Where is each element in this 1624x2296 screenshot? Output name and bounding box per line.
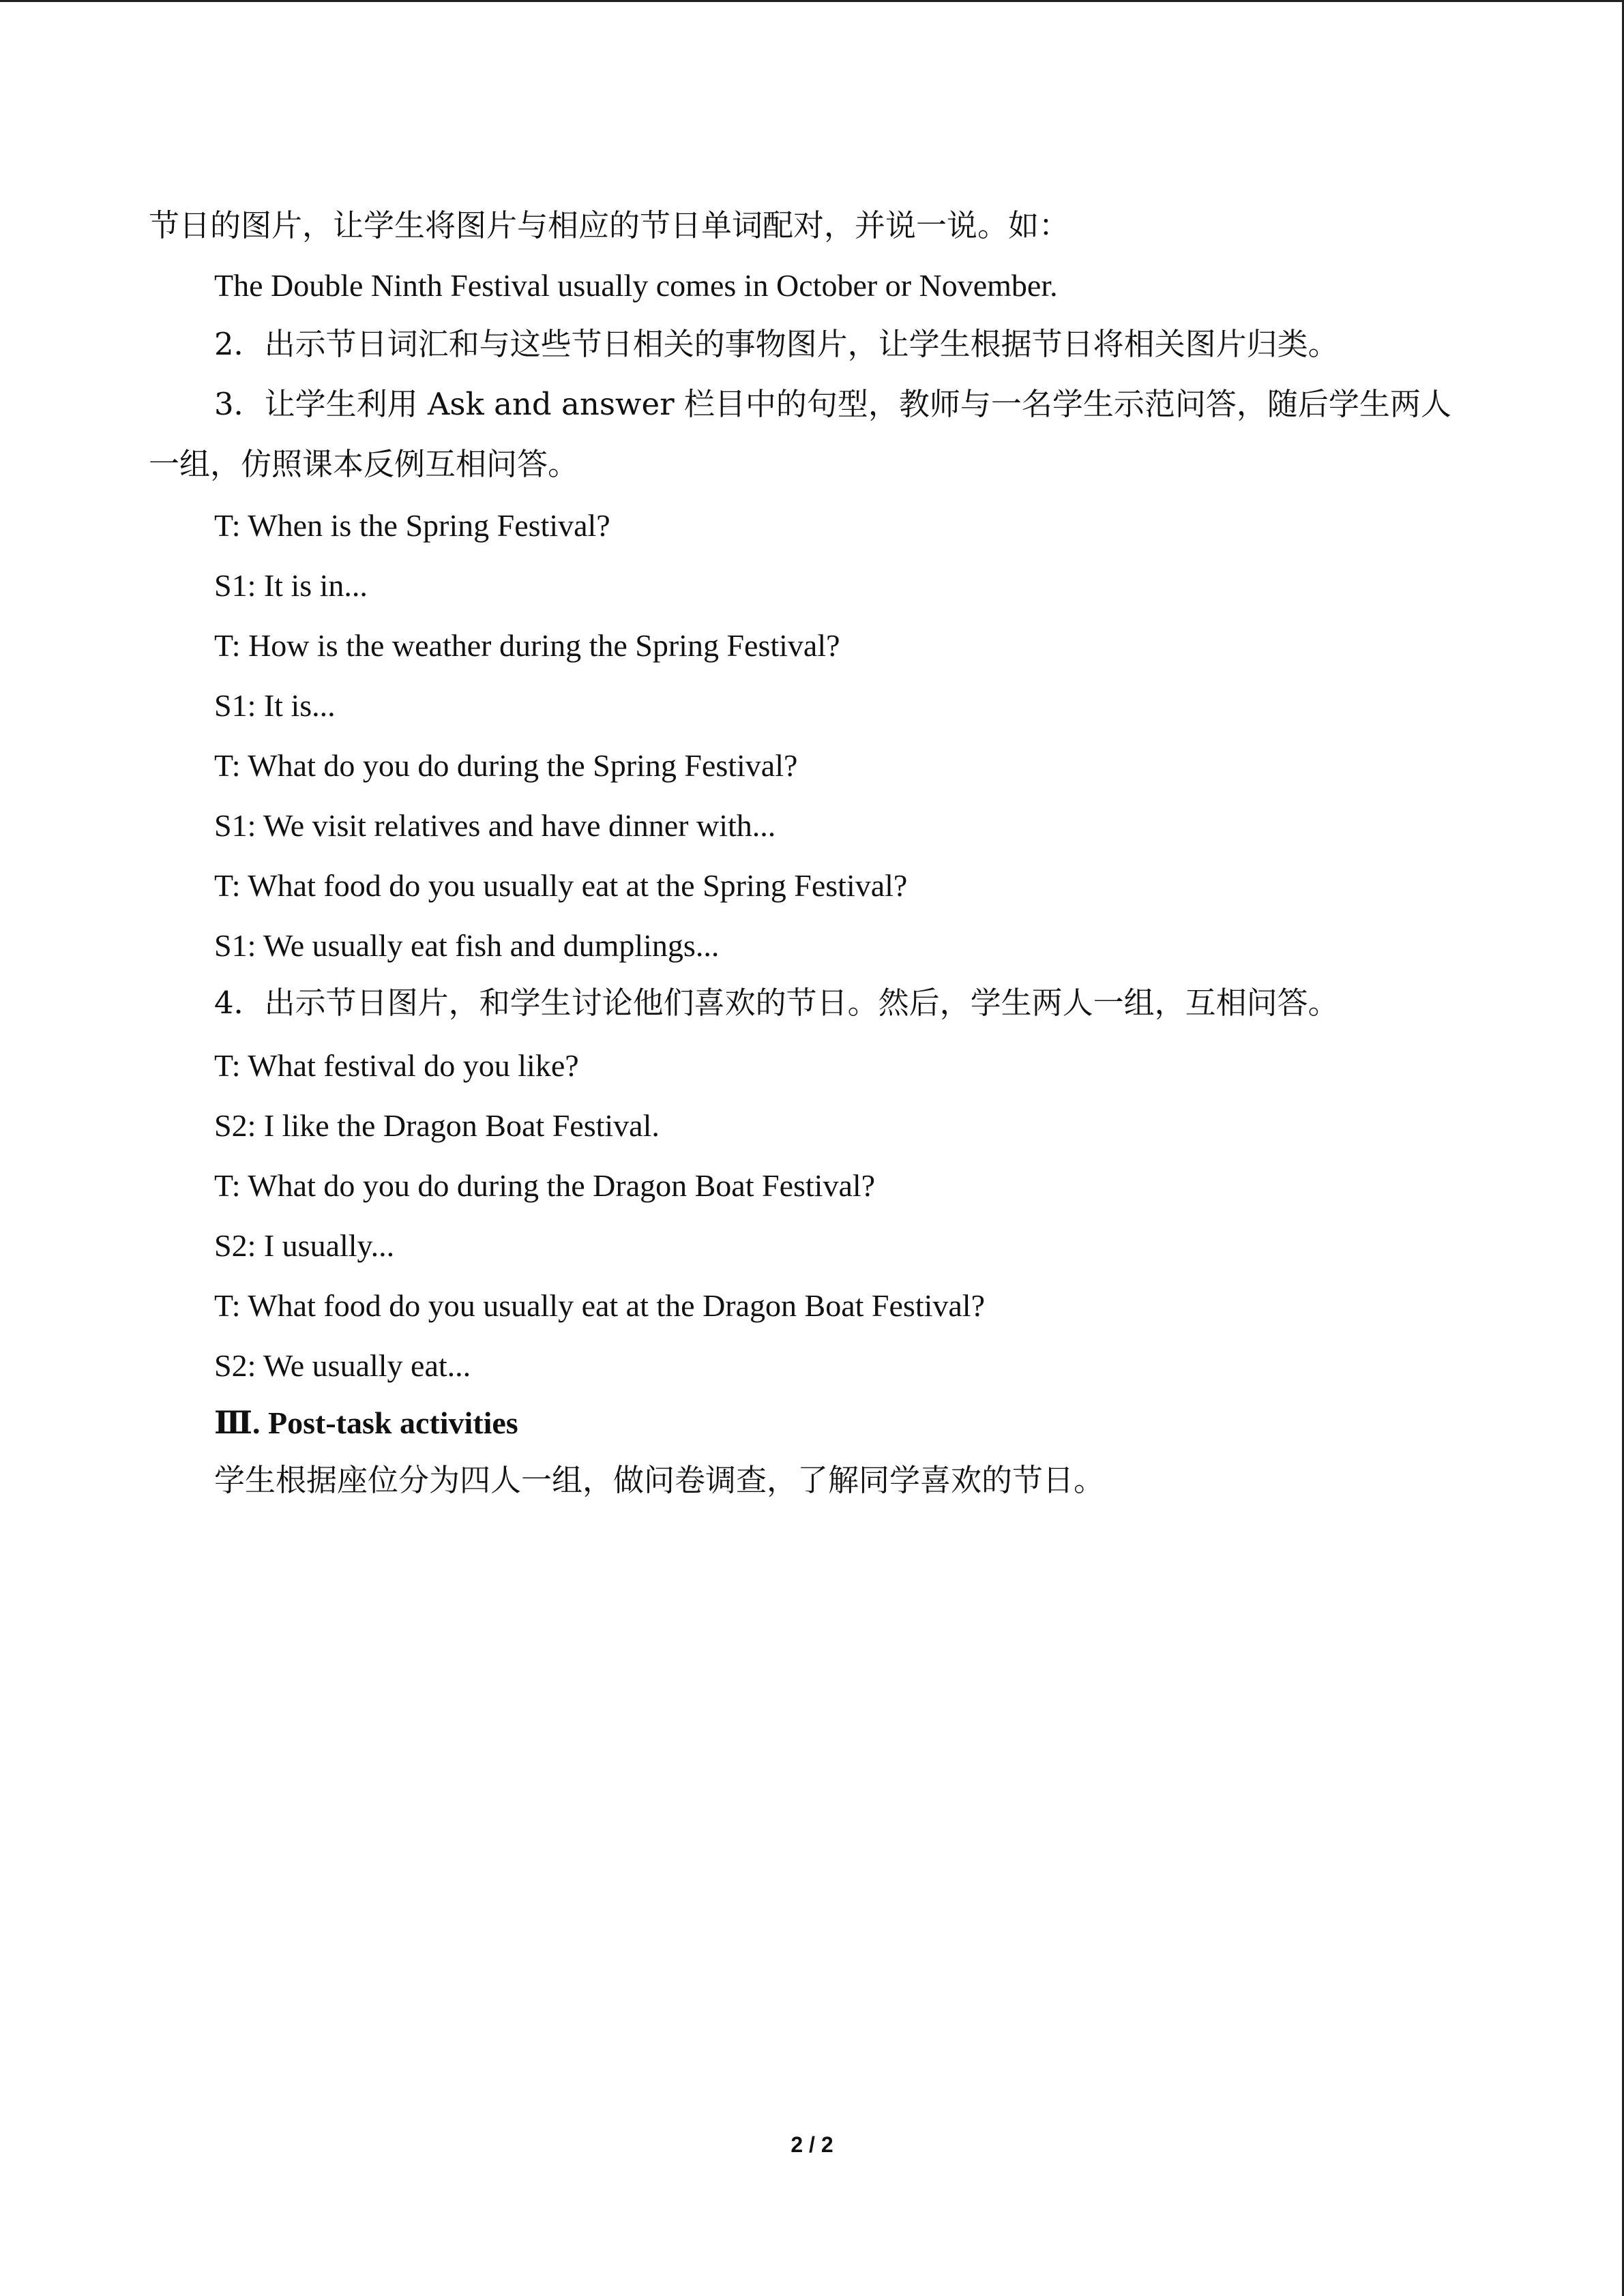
dialogue-line: T: When is the Spring Festival? [214, 508, 610, 543]
dialogue-line: T: What food do you usually eat at the Spring Festival? [214, 868, 908, 903]
text-line-example-sentence: The Double Ninth Festival usually comes in October or November. [214, 268, 1058, 303]
dialogue-line: S1: It is in... [214, 568, 368, 603]
dialogue-line: T: What festival do you like? [214, 1048, 579, 1083]
text-line-step-2: 2．出示节日词汇和与这些节日相关的事物图片，让学生根据节日将相关图片归类。 [214, 326, 1339, 362]
dialogue-line: T: What do you do during the Spring Festival? [214, 748, 798, 783]
dialogue-line: S2: I usually... [214, 1228, 395, 1263]
text-line-step-3-cont: 一组，仿照课本反例互相问答。 [149, 446, 579, 482]
dialogue-line: S2: We usually eat... [214, 1348, 471, 1383]
dialogue-line: S1: We visit relatives and have dinner with... [214, 808, 776, 843]
text-line-intro: 节日的图片，让学生将图片与相应的节日单词配对，并说一说。如： [149, 207, 1070, 243]
dialogue-line: T: What do you do during the Dragon Boat Festival? [214, 1168, 876, 1203]
dialogue-line: S1: It is... [214, 688, 336, 723]
dialogue-line: T: What food do you usually eat at the Dragon Boat Festival? [214, 1288, 985, 1323]
section-heading: Ⅲ. Post-task activities [214, 1405, 518, 1440]
text-line-step-3: 3．让学生利用 Ask and answer 栏目中的句型，教师与一名学生示范问答，随后学生两人 [214, 386, 1451, 422]
text-line-post-task: 学生根据座位分为四人一组，做问卷调查，了解同学喜欢的节日。 [214, 1462, 1105, 1498]
dialogue-line: S2: I like the Dragon Boat Festival. [214, 1108, 660, 1143]
dialogue-line: T: How is the weather during the Spring Festival? [214, 628, 840, 663]
text-line-step-4: 4．出示节日图片，和学生讨论他们喜欢的节日。然后，学生两人一组，互相问答。 [214, 985, 1339, 1021]
dialogue-line: S1: We usually eat fish and dumplings... [214, 928, 720, 963]
page-number: 2 / 2 [791, 2132, 833, 2157]
